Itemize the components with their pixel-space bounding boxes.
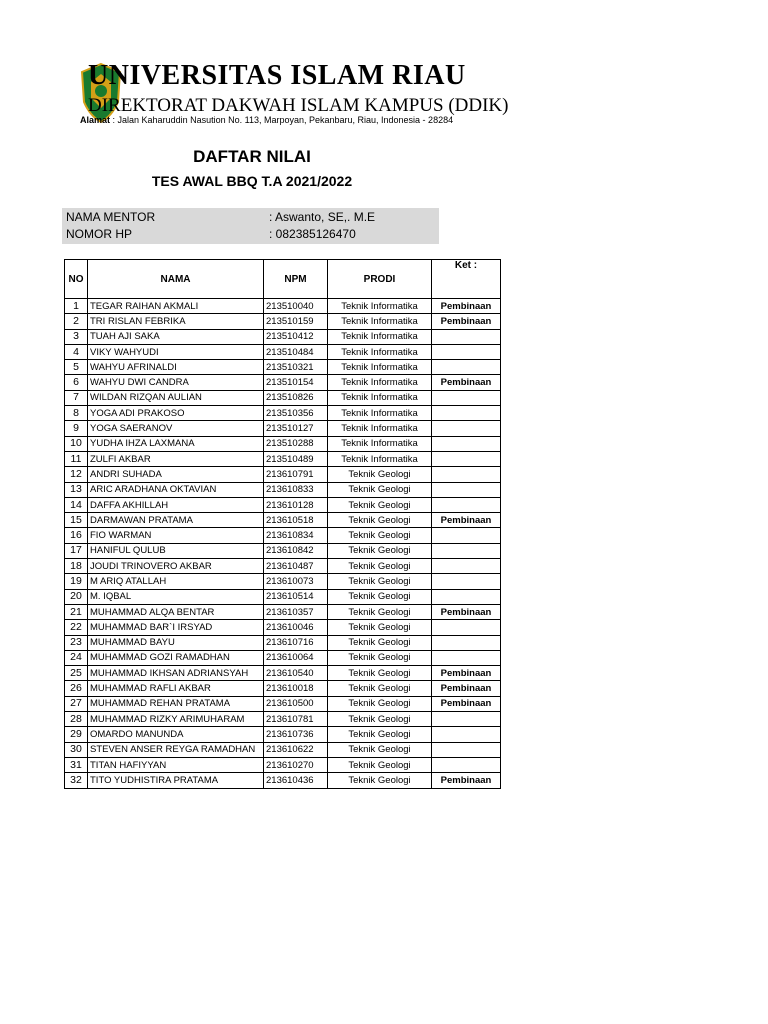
cell-npm: 213610781	[264, 712, 328, 727]
cell-nama: JOUDI TRINOVERO AKBAR	[88, 559, 264, 574]
cell-ket	[432, 344, 501, 359]
table-row	[65, 497, 501, 512]
cell-npm: 213510321	[264, 360, 328, 375]
cell-ket	[432, 497, 501, 512]
cell-no: 4	[65, 344, 88, 359]
university-name: UNIVERSITAS ISLAM RIAU	[88, 60, 466, 91]
cell-ket	[432, 742, 501, 757]
cell-prodi: Teknik Geologi	[328, 589, 432, 604]
cell-npm: 213610128	[264, 497, 328, 512]
cell-npm: 213610842	[264, 543, 328, 558]
cell-prodi: Teknik Geologi	[328, 696, 432, 711]
cell-no: 19	[65, 574, 88, 589]
cell-ket	[432, 451, 501, 466]
table-row	[65, 329, 501, 344]
table-row	[65, 513, 501, 528]
table-row	[65, 559, 501, 574]
cell-ket: Pembinaan	[432, 604, 501, 619]
table-row	[65, 757, 501, 772]
cell-no: 8	[65, 406, 88, 421]
cell-ket	[432, 712, 501, 727]
table-row	[65, 360, 501, 375]
mentor-phone-label: NOMOR HP	[66, 227, 132, 241]
cell-nama: FIO WARMAN	[88, 528, 264, 543]
cell-npm: 213610833	[264, 482, 328, 497]
cell-prodi: Teknik Geologi	[328, 574, 432, 589]
table-row	[65, 574, 501, 589]
cell-ket	[432, 482, 501, 497]
table-row	[65, 727, 501, 742]
table-row	[65, 467, 501, 482]
cell-no: 21	[65, 604, 88, 619]
cell-nama: MUHAMMAD BAR`I IRSYAD	[88, 620, 264, 635]
grades-table	[64, 259, 501, 789]
cell-ket	[432, 589, 501, 604]
cell-npm: 213510489	[264, 451, 328, 466]
table-row	[65, 421, 501, 436]
cell-no: 16	[65, 528, 88, 543]
cell-prodi: Teknik Geologi	[328, 482, 432, 497]
cell-no: 31	[65, 757, 88, 772]
cell-ket	[432, 406, 501, 421]
cell-ket	[432, 574, 501, 589]
cell-prodi: Teknik Informatika	[328, 451, 432, 466]
cell-prodi: Teknik Geologi	[328, 528, 432, 543]
cell-nama: MUHAMMAD GOZI RAMADHAN	[88, 650, 264, 665]
mentor-name-label: NAMA MENTOR	[66, 210, 156, 224]
table-row	[65, 543, 501, 558]
cell-nama: MUHAMMAD BAYU	[88, 635, 264, 650]
table-row	[65, 650, 501, 665]
cell-nama: M. IQBAL	[88, 589, 264, 604]
cell-npm: 213510484	[264, 344, 328, 359]
cell-npm: 213610518	[264, 513, 328, 528]
cell-nama: TITAN HAFIYYAN	[88, 757, 264, 772]
cell-prodi: Teknik Informatika	[328, 360, 432, 375]
cell-npm: 213610487	[264, 559, 328, 574]
cell-prodi: Teknik Geologi	[328, 681, 432, 696]
cell-nama: MUHAMMAD IKHSAN ADRIANSYAH	[88, 666, 264, 681]
cell-nama: WILDAN RIZQAN AULIAN	[88, 390, 264, 405]
cell-ket	[432, 620, 501, 635]
cell-no: 27	[65, 696, 88, 711]
table-row	[65, 406, 501, 421]
cell-no: 3	[65, 329, 88, 344]
address-label: Alamat	[80, 115, 111, 125]
cell-prodi: Teknik Geologi	[328, 497, 432, 512]
cell-no: 29	[65, 727, 88, 742]
cell-ket	[432, 329, 501, 344]
cell-npm: 213610500	[264, 696, 328, 711]
cell-npm: 213510412	[264, 329, 328, 344]
cell-ket	[432, 436, 501, 451]
cell-no: 10	[65, 436, 88, 451]
letterhead	[0, 0, 768, 140]
header-npm: NPM	[264, 260, 328, 299]
header-no: NO	[65, 260, 88, 299]
mentor-name-value: : Aswanto, SE,. M.E	[269, 210, 376, 224]
table-row	[65, 635, 501, 650]
cell-npm: 213610046	[264, 620, 328, 635]
cell-nama: MUHAMMAD ALQA BENTAR	[88, 604, 264, 619]
cell-prodi: Teknik Geologi	[328, 620, 432, 635]
cell-prodi: Teknik Informatika	[328, 329, 432, 344]
cell-ket	[432, 559, 501, 574]
cell-nama: TRI RISLAN FEBRIKA	[88, 314, 264, 329]
table-row	[65, 314, 501, 329]
cell-no: 9	[65, 421, 88, 436]
cell-npm: 213610018	[264, 681, 328, 696]
cell-no: 30	[65, 742, 88, 757]
cell-no: 12	[65, 467, 88, 482]
cell-nama: WAHYU DWI CANDRA	[88, 375, 264, 390]
cell-no: 32	[65, 773, 88, 788]
cell-npm: 213510154	[264, 375, 328, 390]
cell-prodi: Teknik Geologi	[328, 604, 432, 619]
cell-npm: 213610736	[264, 727, 328, 742]
cell-nama: ANDRI SUHADA	[88, 467, 264, 482]
cell-npm: 213610514	[264, 589, 328, 604]
mentor-phone-value: : 082385126470	[269, 227, 356, 241]
cell-prodi: Teknik Geologi	[328, 559, 432, 574]
mentor-info	[62, 208, 439, 244]
cell-npm: 213610436	[264, 773, 328, 788]
cell-prodi: Teknik Informatika	[328, 375, 432, 390]
cell-npm: 213510127	[264, 421, 328, 436]
cell-npm: 213610540	[264, 666, 328, 681]
cell-ket	[432, 421, 501, 436]
department-name: DIREKTORAT DAKWAH ISLAM KAMPUS (DDIK)	[88, 95, 509, 116]
cell-prodi: Teknik Geologi	[328, 773, 432, 788]
cell-nama: M ARIQ ATALLAH	[88, 574, 264, 589]
cell-ket: Pembinaan	[432, 299, 501, 314]
table-row	[65, 299, 501, 314]
cell-no: 11	[65, 451, 88, 466]
cell-no: 28	[65, 712, 88, 727]
cell-prodi: Teknik Informatika	[328, 436, 432, 451]
cell-no: 13	[65, 482, 88, 497]
table-body	[65, 299, 501, 789]
cell-ket	[432, 467, 501, 482]
cell-ket	[432, 390, 501, 405]
cell-ket: Pembinaan	[432, 666, 501, 681]
header-ket: Ket :	[432, 260, 501, 299]
cell-npm: 213510356	[264, 406, 328, 421]
cell-no: 7	[65, 390, 88, 405]
cell-nama: VIKY WAHYUDI	[88, 344, 264, 359]
header-nama: NAMA	[88, 260, 264, 299]
cell-npm: 213610270	[264, 757, 328, 772]
document-title: DAFTAR NILAI	[193, 147, 311, 166]
cell-nama: YUDHA IHZA LAXMANA	[88, 436, 264, 451]
cell-nama: MUHAMMAD RAFLI AKBAR	[88, 681, 264, 696]
cell-no: 24	[65, 650, 88, 665]
table-row	[65, 742, 501, 757]
cell-ket	[432, 635, 501, 650]
cell-npm: 213610834	[264, 528, 328, 543]
table-row	[65, 666, 501, 681]
cell-prodi: Teknik Geologi	[328, 727, 432, 742]
table-row	[65, 681, 501, 696]
cell-nama: STEVEN ANSER REYGA RAMADHAN	[88, 742, 264, 757]
cell-ket: Pembinaan	[432, 696, 501, 711]
cell-no: 25	[65, 666, 88, 681]
document-subtitle: TES AWAL BBQ T.A 2021/2022	[151, 173, 353, 189]
address-line	[80, 115, 453, 125]
cell-nama: HANIFUL QULUB	[88, 543, 264, 558]
cell-nama: YOGA ADI PRAKOSO	[88, 406, 264, 421]
table-row	[65, 589, 501, 604]
cell-ket: Pembinaan	[432, 773, 501, 788]
cell-prodi: Teknik Geologi	[328, 467, 432, 482]
cell-nama: YOGA SAERANOV	[88, 421, 264, 436]
cell-prodi: Teknik Informatika	[328, 390, 432, 405]
cell-ket	[432, 727, 501, 742]
cell-no: 14	[65, 497, 88, 512]
cell-prodi: Teknik Informatika	[328, 421, 432, 436]
cell-npm: 213610073	[264, 574, 328, 589]
cell-no: 20	[65, 589, 88, 604]
table-row	[65, 696, 501, 711]
cell-no: 17	[65, 543, 88, 558]
cell-npm: 213610622	[264, 742, 328, 757]
cell-nama: TITO YUDHISTIRA PRATAMA	[88, 773, 264, 788]
cell-prodi: Teknik Informatika	[328, 299, 432, 314]
cell-npm: 213610064	[264, 650, 328, 665]
cell-npm: 213510288	[264, 436, 328, 451]
table-row	[65, 482, 501, 497]
cell-nama: WAHYU AFRINALDI	[88, 360, 264, 375]
cell-prodi: Teknik Geologi	[328, 742, 432, 757]
cell-no: 6	[65, 375, 88, 390]
table-row	[65, 344, 501, 359]
cell-npm: 213510826	[264, 390, 328, 405]
cell-prodi: Teknik Informatika	[328, 344, 432, 359]
cell-no: 15	[65, 513, 88, 528]
table-row	[65, 712, 501, 727]
header-prodi: PRODI	[328, 260, 432, 299]
table-row	[65, 528, 501, 543]
table-row	[65, 773, 501, 788]
cell-npm: 213510159	[264, 314, 328, 329]
cell-prodi: Teknik Geologi	[328, 650, 432, 665]
table-row	[65, 390, 501, 405]
address-text: : Jalan Kaharuddin Nasution No. 113, Marpoyan, Pekanbaru, Riau, Indonesia - 28284	[112, 115, 454, 125]
table-header-row	[65, 260, 501, 299]
table-row	[65, 451, 501, 466]
cell-no: 26	[65, 681, 88, 696]
cell-no: 1	[65, 299, 88, 314]
cell-no: 2	[65, 314, 88, 329]
table-row	[65, 620, 501, 635]
cell-prodi: Teknik Geologi	[328, 543, 432, 558]
cell-ket: Pembinaan	[432, 681, 501, 696]
cell-nama: ZULFI AKBAR	[88, 451, 264, 466]
table-row	[65, 604, 501, 619]
cell-nama: DARMAWAN PRATAMA	[88, 513, 264, 528]
cell-prodi: Teknik Geologi	[328, 666, 432, 681]
cell-ket: Pembinaan	[432, 375, 501, 390]
cell-nama: ARIC ARADHANA OKTAVIAN	[88, 482, 264, 497]
cell-ket: Pembinaan	[432, 513, 501, 528]
cell-ket	[432, 543, 501, 558]
cell-prodi: Teknik Geologi	[328, 513, 432, 528]
table-row	[65, 436, 501, 451]
cell-nama: MUHAMMAD REHAN PRATAMA	[88, 696, 264, 711]
cell-nama: TEGAR RAIHAN AKMALI	[88, 299, 264, 314]
cell-ket	[432, 650, 501, 665]
cell-nama: MUHAMMAD RIZKY ARIMUHARAM	[88, 712, 264, 727]
cell-ket: Pembinaan	[432, 314, 501, 329]
cell-nama: DAFFA AKHILLAH	[88, 497, 264, 512]
cell-prodi: Teknik Geologi	[328, 757, 432, 772]
cell-prodi: Teknik Informatika	[328, 406, 432, 421]
cell-nama: OMARDO MANUNDA	[88, 727, 264, 742]
cell-ket	[432, 360, 501, 375]
cell-npm: 213610716	[264, 635, 328, 650]
cell-no: 22	[65, 620, 88, 635]
cell-no: 23	[65, 635, 88, 650]
cell-prodi: Teknik Geologi	[328, 635, 432, 650]
table-row	[65, 375, 501, 390]
cell-npm: 213510040	[264, 299, 328, 314]
cell-nama: TUAH AJI SAKA	[88, 329, 264, 344]
cell-prodi: Teknik Geologi	[328, 712, 432, 727]
cell-no: 5	[65, 360, 88, 375]
cell-ket	[432, 528, 501, 543]
cell-ket	[432, 757, 501, 772]
cell-npm: 213610357	[264, 604, 328, 619]
cell-no: 18	[65, 559, 88, 574]
cell-prodi: Teknik Informatika	[328, 314, 432, 329]
cell-npm: 213610791	[264, 467, 328, 482]
